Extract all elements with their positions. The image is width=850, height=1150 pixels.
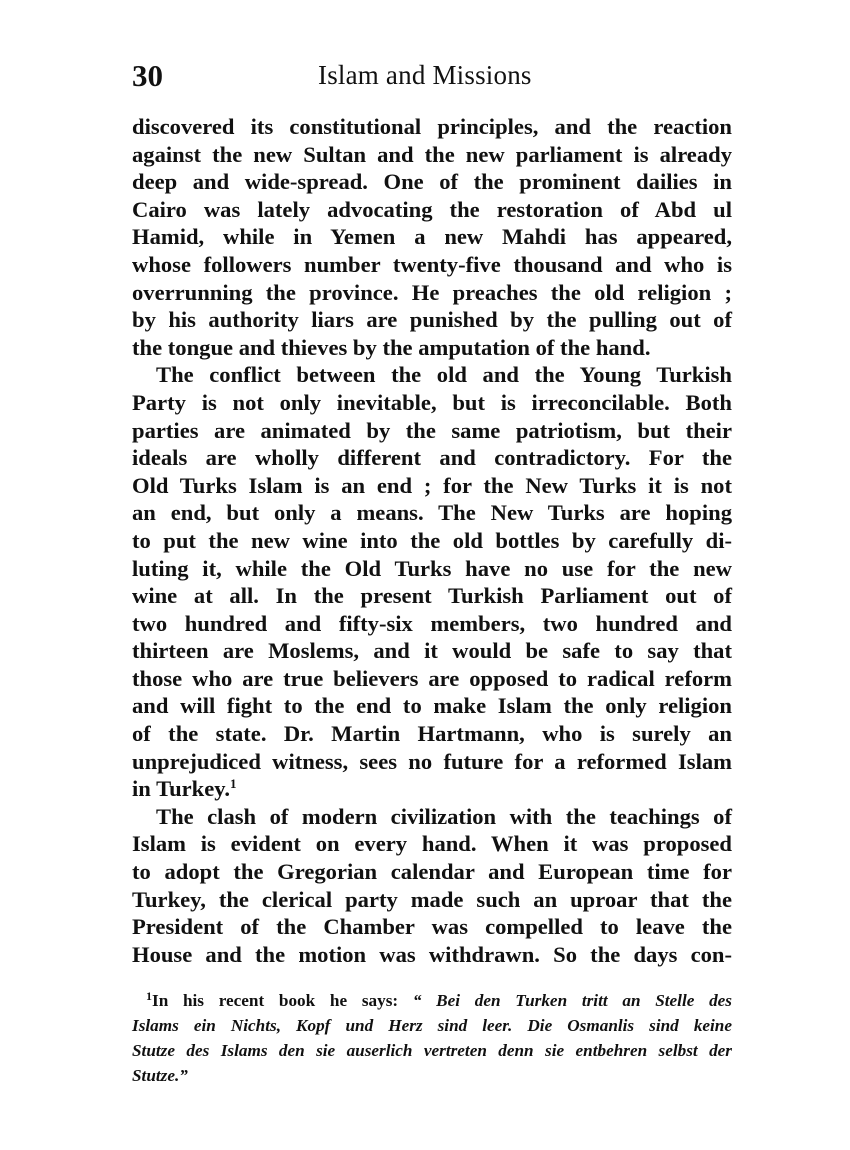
text-line: unprejudiced witness, sees no future for a reformed Islam — [132, 748, 732, 774]
text-line: parties are animated by the same patriotism, but their — [132, 417, 732, 443]
text-line: to put the new wine into the old bottles by carefully di- — [132, 527, 732, 553]
text-line: those who are true believers are opposed to radical reform — [132, 665, 732, 691]
text-line: whose followers number twenty-five thousand and who is — [132, 251, 732, 277]
text-line: House and the motion was withdrawn. So the days con- — [132, 941, 732, 967]
text-line: The conflict between the old and the Young Turkish — [156, 362, 732, 388]
text-line: an end, but only a means. The New Turks are hoping — [132, 500, 732, 526]
paragraph-2 — [132, 361, 732, 803]
footnote-line: Stutze des Islams den sie auserlich vertreten denn sie entbehren selbst der — [132, 1041, 732, 1060]
line-text: in Turkey. — [132, 776, 230, 802]
footnote-intro: In his recent book he says: — [152, 991, 413, 1010]
text-line: thirteen are Moslems, and it would be safe to say that — [132, 638, 732, 664]
paragraph-1 — [132, 113, 732, 361]
running-title: Islam and Missions — [318, 60, 532, 90]
text-line: of the state. Dr. Martin Hartmann, who is surely an — [132, 721, 732, 747]
text-line: The clash of modern civilization with the teachings of — [156, 803, 732, 829]
text-line: Turkey, the clerical party made such an uproar that the — [132, 886, 732, 912]
text-line: discovered its constitutional principles, and the reaction — [132, 114, 732, 139]
text-line: Cairo was lately advocating the restoration of Abd ul — [132, 196, 732, 222]
text-line: Old Turks Islam is an end ; for the New Turks it is not — [132, 472, 732, 498]
text-line: to adopt the Gregorian calendar and European time for — [132, 859, 732, 885]
text-line: the tongue and thieves by the amputation of the hand. — [132, 334, 651, 360]
footnote — [132, 988, 732, 1088]
text-line: Islam is evident on every hand. When it was proposed — [132, 831, 732, 857]
footnote-reference[interactable]: 1 — [229, 776, 237, 792]
text-line: overrunning the province. He preaches the old religion ; — [132, 279, 732, 305]
text-line: and will fight to the end to make Islam the only religion — [132, 693, 732, 719]
footnote-line — [132, 988, 732, 1013]
text-line: against the new Sultan and the new parliament is already — [132, 141, 732, 167]
text-line — [132, 775, 732, 803]
text-line: deep and wide-spread. One of the prominent dailies in — [132, 169, 732, 195]
text-line: luting it, while the Old Turks have no use for the new — [132, 555, 732, 581]
paragraph-3 — [132, 803, 732, 969]
footnote-quote: “ Bei den Turken tritt an Stelle des — [412, 991, 732, 1010]
text-line: two hundred and fifty-six members, two hundred and — [132, 610, 732, 636]
footnote-marker: 1 — [146, 989, 152, 1003]
page-header — [132, 58, 732, 98]
body-text — [132, 113, 732, 968]
footnote-line: Islams ein Nichts, Kopf und Herz sind leer. Die Osmanlis sind keine — [132, 1016, 732, 1035]
text-line: by his authority liars are punished by the pulling out of — [132, 307, 732, 333]
text-line: Hamid, while in Yemen a new Mahdi has appeared, — [132, 224, 732, 250]
text-line: President of the Chamber was compelled to leave the — [132, 914, 732, 940]
text-line: Party is not only inevitable, but is irreconcilable. Both — [132, 389, 732, 415]
text-line: ideals are wholly different and contradictory. For the — [132, 445, 732, 471]
text-line: wine at all. In the present Turkish Parliament out of — [132, 583, 732, 609]
footnote-line: Stutze.” — [132, 1066, 188, 1085]
page-number: 30 — [132, 58, 163, 93]
